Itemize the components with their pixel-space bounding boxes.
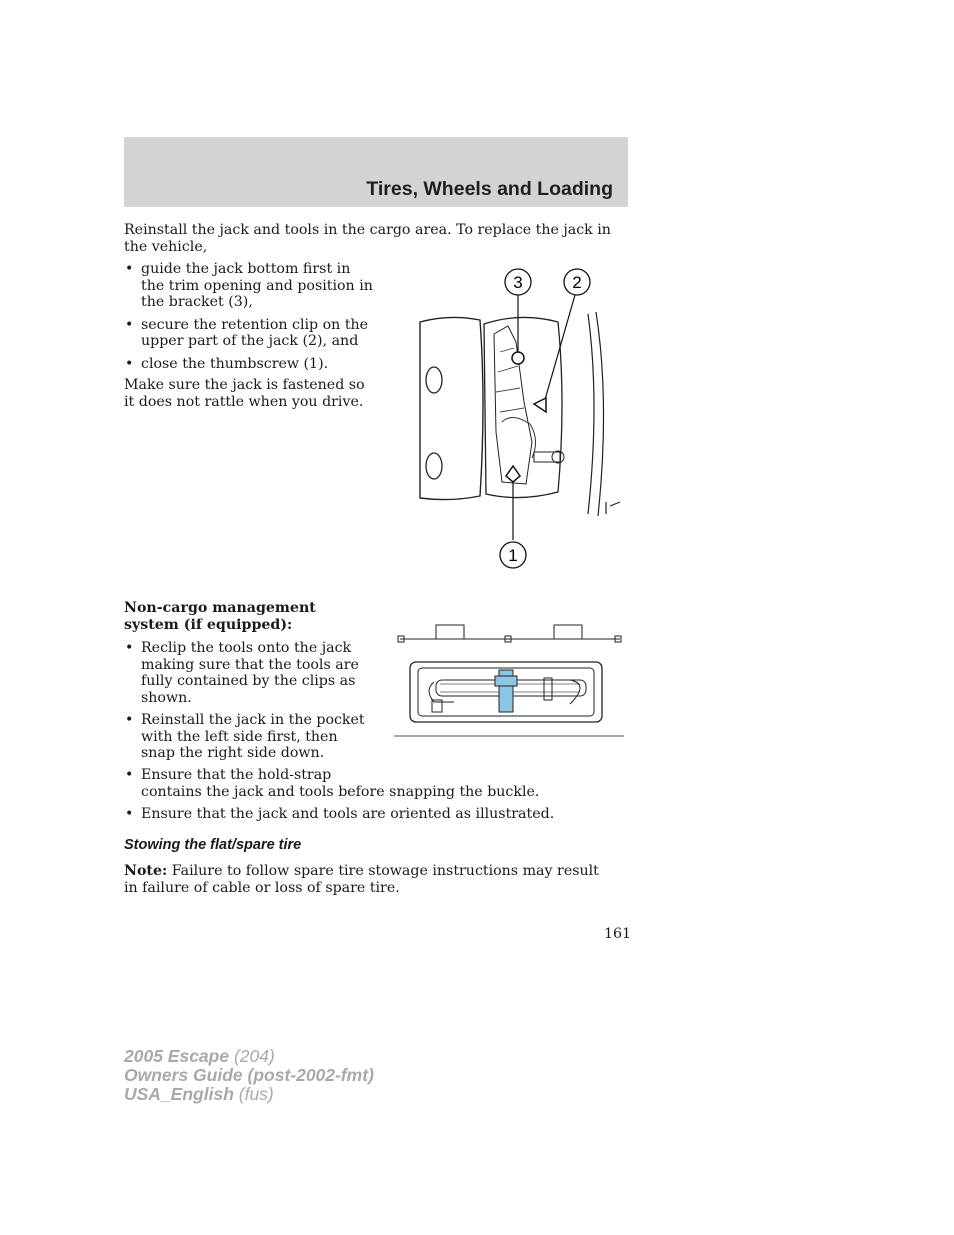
list-item: • secure the retention clip on the upper part of the jack (2), and bbox=[124, 317, 374, 350]
stowing-note bbox=[124, 863, 614, 896]
list-item: • Ensure that the jack and tools are oriented as illustrated. bbox=[124, 806, 624, 823]
note-label: Note: bbox=[124, 863, 168, 879]
jack-pocket-figure bbox=[394, 620, 626, 740]
list-item: • Reclip the tools onto the jack making sure that the tools are fully contained by the clips as shown. bbox=[124, 640, 374, 706]
header-band bbox=[124, 137, 628, 207]
list-item bbox=[124, 767, 624, 800]
footer-doc-info bbox=[124, 1047, 374, 1104]
footer-model-code: (204) bbox=[229, 1046, 275, 1066]
intro-paragraph: Reinstall the jack and tools in the cargo area. To replace the jack in the vehicle, bbox=[124, 222, 611, 255]
page-title: Tires, Wheels and Loading bbox=[366, 178, 613, 200]
footer-line bbox=[124, 1047, 374, 1066]
noncargo-steps-list bbox=[124, 640, 374, 768]
page-number: 161 bbox=[604, 926, 632, 942]
footer-guide: Owners Guide (post-2002-fmt) bbox=[124, 1065, 374, 1085]
note-text: Failure to follow spare tire stowage instructions may result in failure of cable or loss of spare tire. bbox=[124, 863, 599, 896]
list-item-line: contains the jack and tools before snapping the buckle. bbox=[141, 783, 540, 800]
list-item: • Reinstall the jack in the pocket with the left side first, then snap the right side down. bbox=[124, 712, 374, 762]
fasten-note: Make sure the jack is fastened so it does not rattle when you drive. bbox=[124, 377, 365, 410]
callout-3-label: 3 bbox=[513, 273, 523, 292]
footer-model: 2005 Escape bbox=[124, 1046, 230, 1066]
callout-1-label: 1 bbox=[508, 546, 518, 565]
noncargo-steps-list-cont bbox=[124, 767, 624, 829]
footer-line bbox=[124, 1085, 374, 1104]
callout-2-label: 2 bbox=[572, 273, 582, 292]
stowing-section-title: Stowing the flat/spare tire bbox=[124, 837, 302, 853]
list-item-line: Ensure that the hold-strap bbox=[141, 767, 332, 783]
list-item: • guide the jack bottom first in the trim opening and position in the bracket (3), bbox=[124, 261, 374, 311]
list-item: • close the thumbscrew (1). bbox=[124, 356, 374, 373]
footer-line bbox=[124, 1066, 374, 1085]
footer-language-code: (fus) bbox=[233, 1084, 274, 1104]
footer-language: USA_English bbox=[124, 1084, 234, 1104]
noncargo-heading: Non-cargo management system (if equipped): bbox=[124, 600, 316, 633]
jack-steps-list bbox=[124, 261, 374, 378]
jack-installation-figure bbox=[410, 262, 630, 574]
